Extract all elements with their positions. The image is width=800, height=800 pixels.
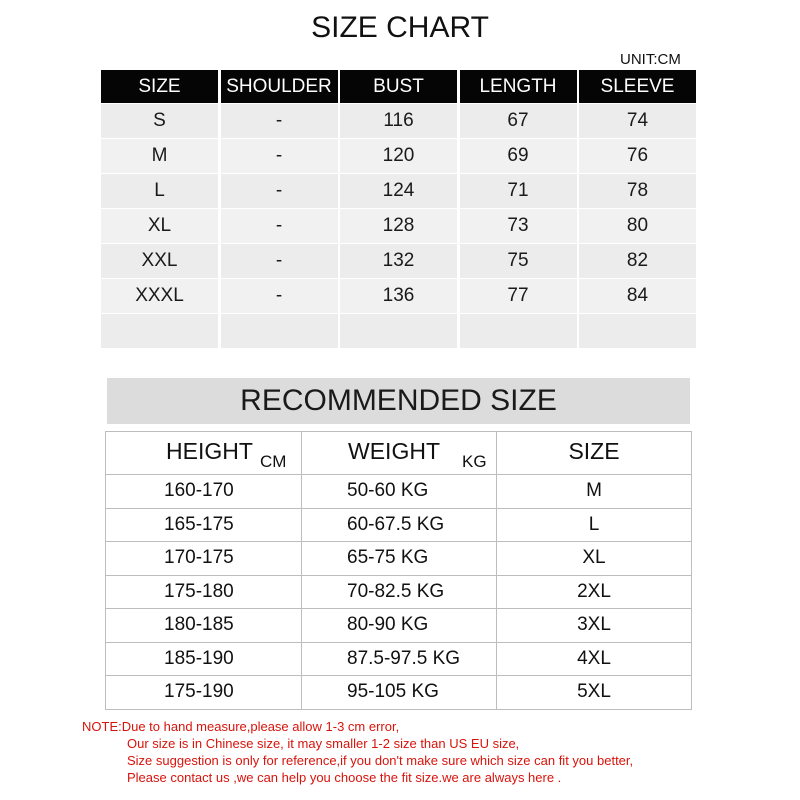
- note-line: NOTE:Due to hand measure,please allow 1-3 cm error,: [82, 719, 400, 734]
- recommended-cell: 95-105 KG: [302, 676, 497, 710]
- size-chart-row: [101, 174, 696, 208]
- recommended-cell: 5XL: [497, 676, 692, 710]
- size-chart-table: [101, 70, 696, 348]
- size-chart-cell: 80: [579, 209, 696, 243]
- height-unit-label: CM: [260, 452, 287, 471]
- size-chart-cell: 132: [340, 244, 457, 278]
- size-chart-cell: XXL: [101, 244, 218, 278]
- note-block: [82, 718, 633, 786]
- size-chart-cell: -: [221, 139, 338, 173]
- recommended-cell: 60-67.5 KG: [302, 508, 497, 542]
- unit-label: UNIT:CM: [620, 51, 681, 68]
- size-chart-row: [101, 104, 696, 138]
- recommended-header-row: [106, 432, 692, 475]
- size-chart-cell: 75: [460, 244, 577, 278]
- recommended-cell: 160-170: [106, 475, 302, 509]
- recommended-body: [106, 475, 692, 710]
- size-chart-cell: [579, 314, 696, 348]
- recommended-cell: 175-190: [106, 676, 302, 710]
- size-chart-cell: 128: [340, 209, 457, 243]
- weight-header-label: WEIGHT: [348, 438, 440, 464]
- size-header-label: SIZE: [568, 438, 620, 464]
- recommended-cell: XL: [497, 542, 692, 576]
- size-chart-cell: [221, 314, 338, 348]
- size-chart-cell: -: [221, 209, 338, 243]
- size-header: [497, 432, 692, 475]
- size-chart-row: [101, 209, 696, 243]
- header-cell: SLEEVE: [579, 70, 696, 103]
- recommended-cell: 87.5-97.5 KG: [302, 642, 497, 676]
- size-chart-cell: [460, 314, 577, 348]
- size-chart-cell: 67: [460, 104, 577, 138]
- size-chart-cell: 120: [340, 139, 457, 173]
- page-title: SIZE CHART: [311, 11, 489, 44]
- size-chart-cell: 116: [340, 104, 457, 138]
- size-chart-row: [101, 139, 696, 173]
- recommended-row: [106, 676, 692, 710]
- size-chart-body: [101, 104, 696, 348]
- recommended-size-title: RECOMMENDED SIZE: [107, 378, 690, 424]
- header-cell: BUST: [340, 70, 457, 103]
- height-header: [106, 432, 302, 475]
- recommended-cell: 180-185: [106, 609, 302, 643]
- size-chart-row: [101, 244, 696, 278]
- weight-unit-label: KG: [462, 452, 487, 471]
- size-chart-cell: 124: [340, 174, 457, 208]
- size-chart-cell: [101, 314, 218, 348]
- size-chart-row: [101, 314, 696, 348]
- header-cell: SIZE: [101, 70, 218, 103]
- recommended-row: [106, 508, 692, 542]
- recommended-row: [106, 609, 692, 643]
- size-chart-header-row: [101, 70, 696, 103]
- size-chart-cell: 73: [460, 209, 577, 243]
- note-line: Please contact us ,we can help you choose the fit size.we are always here .: [127, 770, 562, 785]
- size-chart-cell: XL: [101, 209, 218, 243]
- size-chart-cell: -: [221, 104, 338, 138]
- recommended-cell: 65-75 KG: [302, 542, 497, 576]
- size-chart-cell: 74: [579, 104, 696, 138]
- recommended-cell: 80-90 KG: [302, 609, 497, 643]
- recommended-cell: 70-82.5 KG: [302, 575, 497, 609]
- size-chart-cell: 82: [579, 244, 696, 278]
- size-chart-cell: [340, 314, 457, 348]
- note-line: Our size is in Chinese size, it may smaller 1-2 size than US EU size,: [127, 736, 520, 751]
- size-chart-row: [101, 279, 696, 313]
- size-chart-cell: 78: [579, 174, 696, 208]
- size-chart-cell: -: [221, 279, 338, 313]
- weight-header: [302, 432, 497, 475]
- recommended-size-table: [105, 431, 692, 710]
- recommended-cell: 185-190: [106, 642, 302, 676]
- recommended-cell: M: [497, 475, 692, 509]
- recommended-cell: 2XL: [497, 575, 692, 609]
- size-chart-cell: 84: [579, 279, 696, 313]
- header-cell: SHOULDER: [221, 70, 338, 103]
- size-chart-cell: L: [101, 174, 218, 208]
- size-chart-cell: -: [221, 244, 338, 278]
- recommended-cell: 175-180: [106, 575, 302, 609]
- recommended-cell: 4XL: [497, 642, 692, 676]
- size-chart-cell: M: [101, 139, 218, 173]
- size-chart-cell: S: [101, 104, 218, 138]
- size-chart-cell: 136: [340, 279, 457, 313]
- size-chart-cell: 76: [579, 139, 696, 173]
- size-chart-cell: XXXL: [101, 279, 218, 313]
- recommended-cell: 170-175: [106, 542, 302, 576]
- size-chart-cell: 69: [460, 139, 577, 173]
- size-chart-cell: -: [221, 174, 338, 208]
- recommended-row: [106, 642, 692, 676]
- size-chart-cell: 71: [460, 174, 577, 208]
- recommended-row: [106, 575, 692, 609]
- recommended-cell: 3XL: [497, 609, 692, 643]
- recommended-row: [106, 475, 692, 509]
- recommended-cell: 50-60 KG: [302, 475, 497, 509]
- recommended-cell: 165-175: [106, 508, 302, 542]
- note-line: Size suggestion is only for reference,if you don't make sure which size can fit you better,: [127, 753, 634, 768]
- height-header-label: HEIGHT: [166, 438, 253, 464]
- header-cell: LENGTH: [460, 70, 577, 103]
- recommended-row: [106, 542, 692, 576]
- size-chart-cell: 77: [460, 279, 577, 313]
- recommended-cell: L: [497, 508, 692, 542]
